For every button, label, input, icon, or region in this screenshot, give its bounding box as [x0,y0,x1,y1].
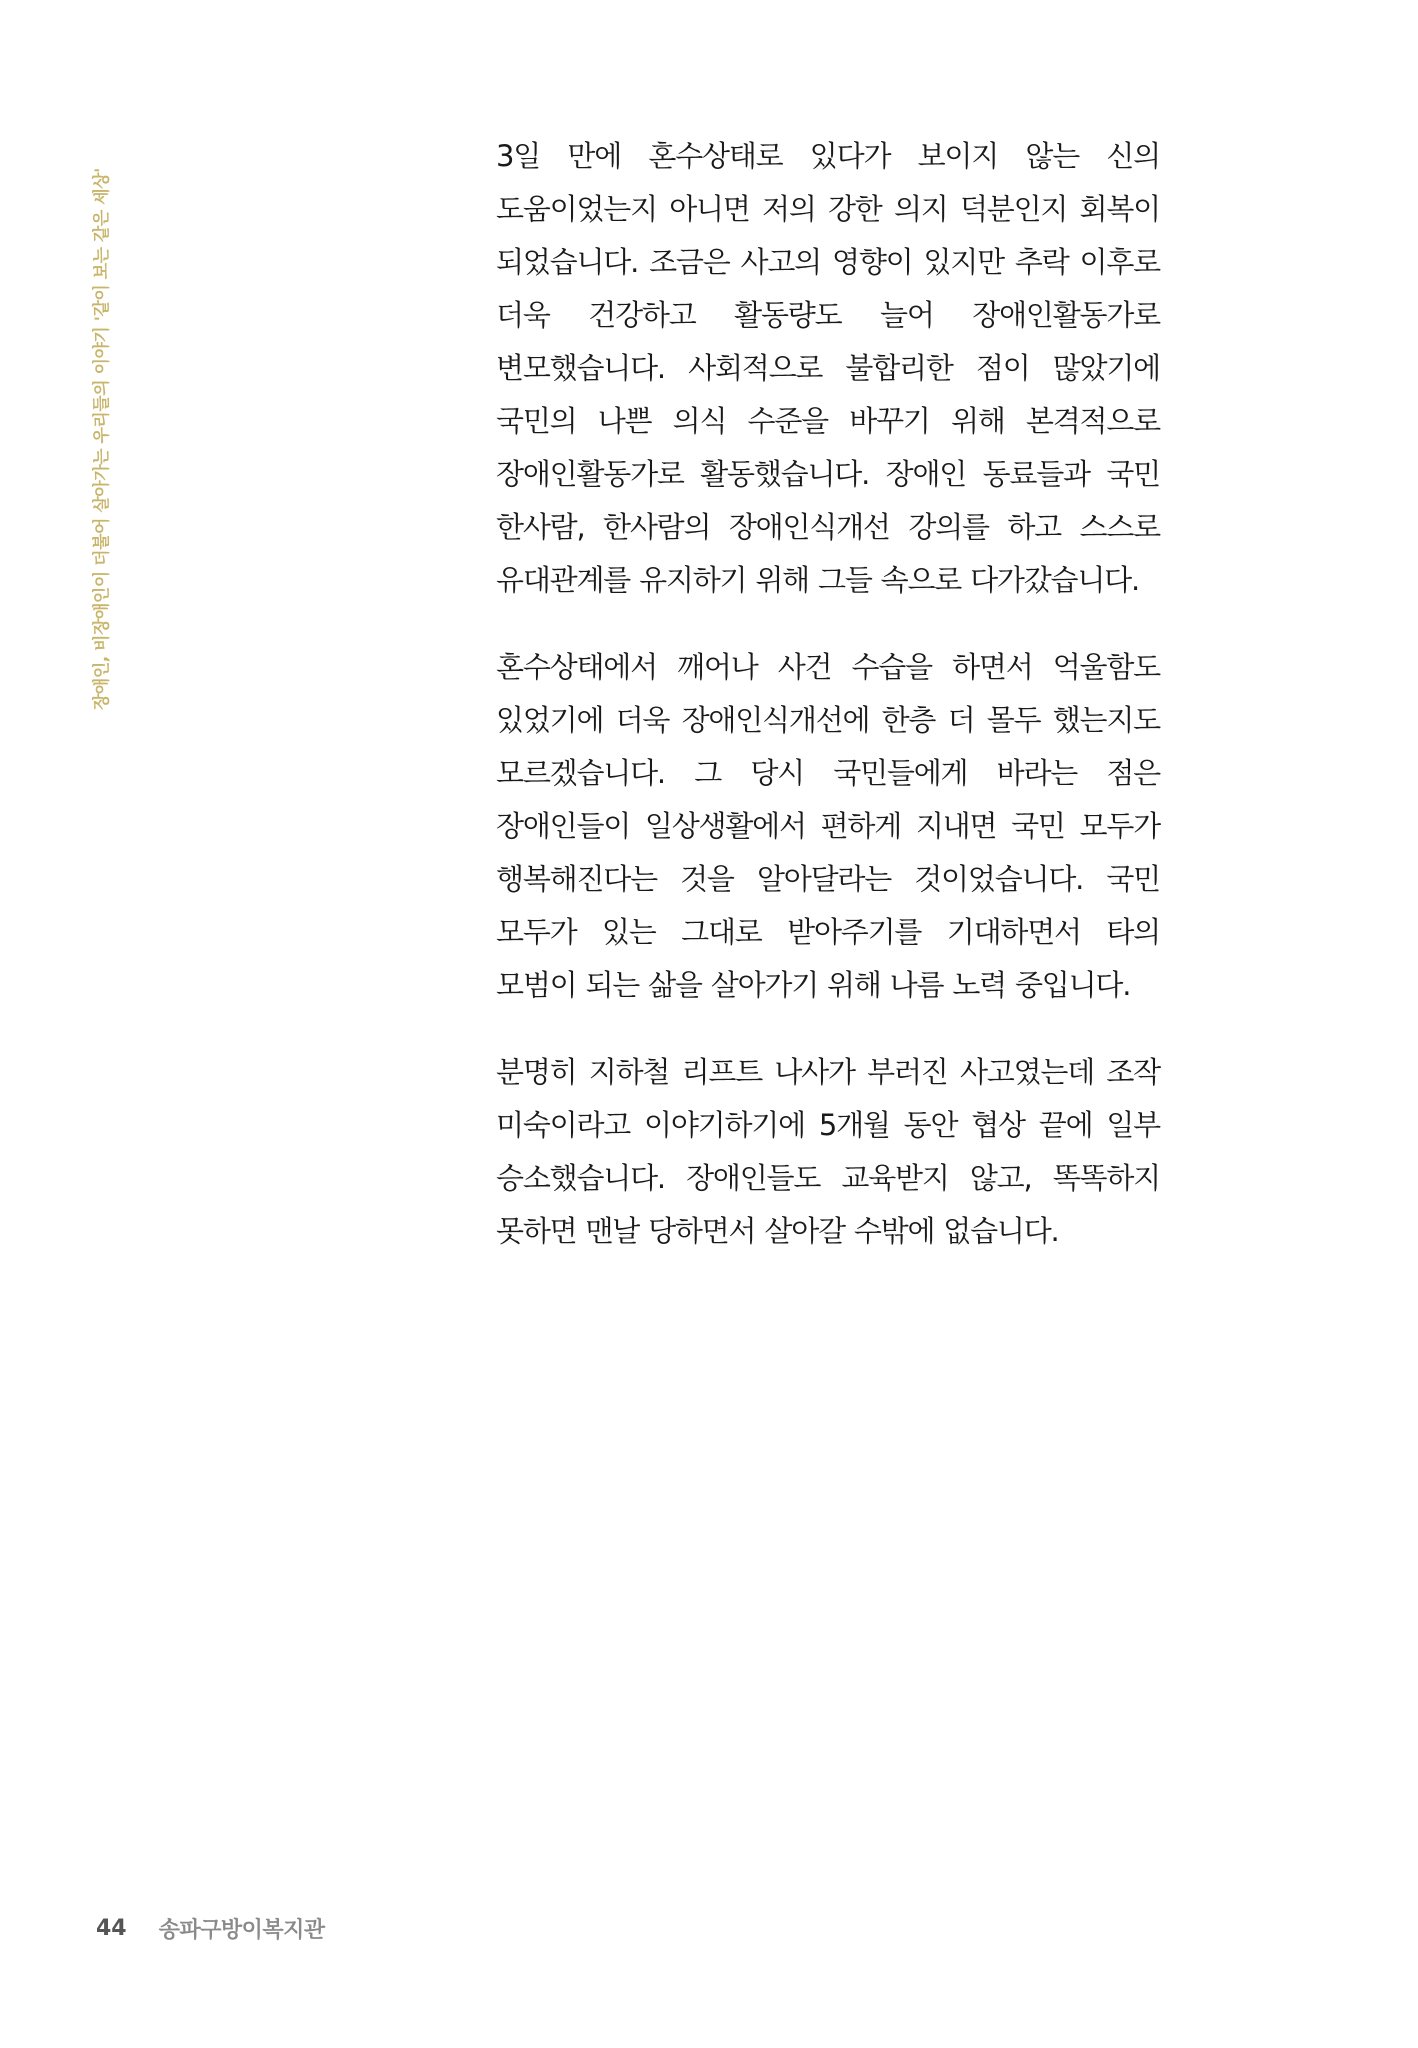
page-footer [96,1908,325,1948]
paragraph-1: 3일 만에 혼수상태로 있다가 보이지 않는 신의 도움이었는지 아니면 저의 강한 의지 덕분인지 회복이 되었습니다. 조금은 사고의 영향이 있지만 추락 이후로 더욱 건강하고 활동량도 늘어 장애인활동가로 변모했습니다. 사회적으로 불합리한 점이 많았기에 국민의 나쁜 의식 수준을 바꾸기 위해 본격적으로 장애인활동가로 활동했습니다. 장애인 동료들과 국민 한사람, 한사람의 장애인식개선 강의를 하고 스스로 유대관계를 유지하기 위해 그들 속으로 다가갔습니다. [496,139,1160,597]
article-body [496,130,1160,1292]
paragraph-2: 혼수상태에서 깨어나 사건 수습을 하면서 억울함도 있었기에 더욱 장애인식개선에 한층 더 몰두 했는지도 모르겠습니다. 그 당시 국민들에게 바라는 점은 장애인들이 일상생활에서 편하게 지내면 국민 모두가 행복해진다는 것을 알아달라는 것이었습니다. 국민 모두가 있는 그대로 받아주기를 기대하면서 타의 모범이 되는 삶을 살아가기 위해 나름 노력 중입니다. [496,650,1160,1002]
organization-name: 송파구방이복지관 [158,1917,325,1943]
paragraph-3: 분명히 지하철 리프트 나사가 부러진 사고였는데 조작 미숙이라고 이야기하기에 5개월 동안 협상 끝에 일부 승소했습니다. 장애인들도 교육받지 않고, 똑똑하지 못하면 맨날 당하면서 살아갈 수밖에 없습니다. [496,1055,1160,1248]
running-title: 장애인, 비장애인이 더불어 살아가는 우리들의 이야기 '같이 보는 같은 세상' [92,168,112,710]
page-number: 44 [96,1915,127,1941]
